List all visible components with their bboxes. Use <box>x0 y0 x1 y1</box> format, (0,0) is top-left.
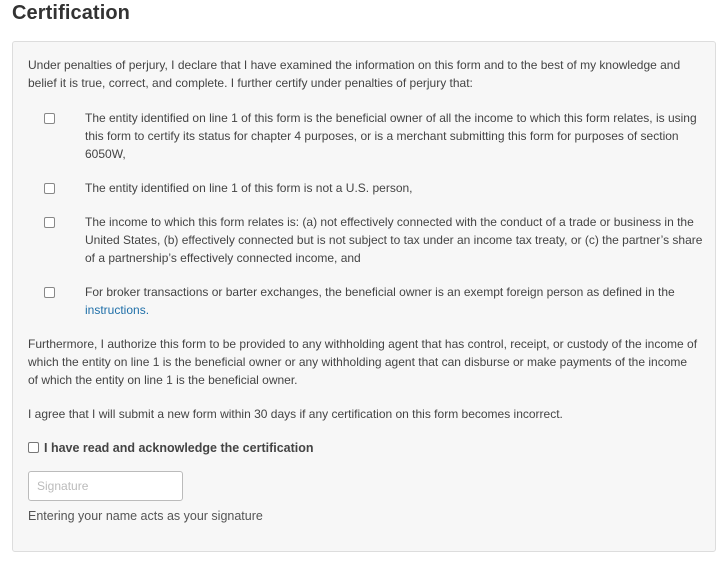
certification-item-text: The entity identified on line 1 of this form is not a U.S. person, <box>85 181 413 195</box>
certification-item-text: The entity identified on line 1 of this form is the beneficial owner of all the income to which this form relates, is using this form to certify its status for chapter 4 purposes, or is a merchant submitting this form for purposes of section 6050W, <box>85 111 697 161</box>
certification-item-text: The income to which this form relates is: (a) not effectively connected with the conduct of a trade or business in the United States, (b) effectively connected but is not subject to tax under an income tax treaty, or (c) the partner’s share of a partnership’s effectively connected income, and <box>85 215 703 265</box>
income-not-connected-checkbox[interactable] <box>44 217 55 228</box>
signature-hint: Entering your name acts as your signature <box>28 509 263 523</box>
certification-panel <box>12 41 716 552</box>
not-us-person-checkbox[interactable] <box>44 183 55 194</box>
certification-item-text-wrap <box>85 283 705 319</box>
page-title: Certification <box>12 2 130 24</box>
acknowledge-checkbox[interactable] <box>28 442 39 453</box>
acknowledge-label[interactable]: I have read and acknowledge the certification <box>44 441 314 455</box>
signature-input[interactable] <box>28 471 183 501</box>
beneficial-owner-checkbox[interactable] <box>44 113 55 124</box>
exempt-foreign-person-checkbox[interactable] <box>44 287 55 298</box>
certification-agree: I agree that I will submit a new form within 30 days if any certification on this form becomes incorrect. <box>28 407 563 421</box>
certification-furthermore: Furthermore, I authorize this form to be provided to any withholding agent that has control, receipt, or custody of the income of which the entity on line 1 is the beneficial owner or any withholding agent that can disburse or make payments of the income of which the entity on line 1 is the beneficial owner. <box>28 337 698 387</box>
certification-intro: Under penalties of perjury, I declare that I have examined the information on this form and to the best of my knowledge and belief it is true, correct, and complete. I further certify under penalties of perjury that: <box>28 58 681 90</box>
certification-item-text: For broker transactions or barter exchanges, the beneficial owner is an exempt foreign person as defined in the <box>85 285 675 299</box>
instructions-link[interactable]: instructions. <box>85 303 150 317</box>
